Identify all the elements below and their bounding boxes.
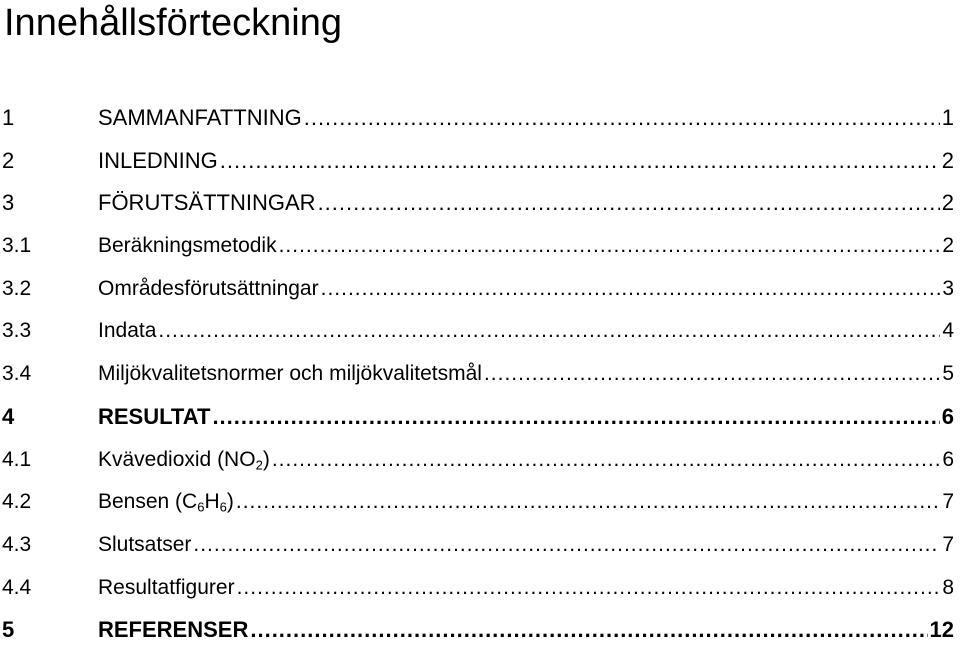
toc-entry-line [98,616,954,644]
toc-entry-page-number: 8 [942,575,954,599]
toc-entry-label: Miljökvalitetsnormer och miljökvalitetsmål [98,362,482,386]
dot-leader [237,574,941,602]
toc-entry-number: 5 [2,617,15,643]
toc-entry[interactable] [0,141,960,184]
toc-entry[interactable] [0,226,960,269]
dot-leader [279,232,941,260]
toc-entry-page-number: 2 [942,234,954,258]
toc-entry-line [98,360,954,388]
page-title: Innehållsförteckning [4,2,342,44]
toc-entry[interactable] [0,568,960,611]
toc-entry[interactable] [0,98,960,141]
toc-entry-page-number: 6 [941,403,954,429]
toc-entry-page-number: 2 [941,147,954,173]
toc-entry-label: RESULTAT [98,403,211,429]
toc-entry-line [98,189,954,217]
toc-entry-number: 4 [2,403,15,429]
toc-entry-number: 1 [2,105,15,130]
dot-leader [236,488,940,516]
label-text: ) [262,447,270,471]
toc-entry-label: SAMMANFATTNING [98,105,302,130]
toc-entry[interactable] [0,354,960,397]
toc-entry-number: 3.1 [2,234,32,258]
toc-entry-number: 2 [2,147,15,173]
toc-entry-label: Resultatfigurer [98,575,235,599]
dot-leader [304,104,940,132]
toc-entry-page-number: 3 [942,276,954,300]
toc-entry-page-number: 7 [942,490,954,514]
toc-entry-label: Slutsatser [98,532,192,556]
dot-leader [220,147,940,175]
toc-entry-number: 4.4 [2,575,32,599]
toc-entry-label [98,446,270,474]
toc-entry-number: 3.3 [2,319,32,343]
toc-entry-number: 3 [2,190,15,216]
dot-leader [193,531,940,559]
table-of-contents [0,98,960,653]
toc-entry-line [98,446,954,474]
toc-entry-line [98,317,954,345]
dot-leader [318,189,940,217]
toc-entry-line [98,147,954,175]
toc-entry[interactable] [0,397,960,440]
toc-entry-number: 4.3 [2,532,32,556]
toc-entry-label: Indata [98,319,157,343]
toc-entry-page-number: 2 [941,190,954,216]
toc-entry-line [98,403,954,431]
toc-entry-number: 4.2 [2,490,32,514]
toc-entry-line [98,275,954,303]
toc-entry-page-number: 5 [942,362,954,386]
toc-entry[interactable] [0,311,960,354]
dot-leader [212,403,939,431]
dot-leader [158,317,940,345]
toc-entry-line [98,531,954,559]
toc-entry-page-number: 12 [929,617,954,643]
dot-leader [484,360,940,388]
toc-entry-number: 3.4 [2,362,32,386]
toc-entry-label: Områdesförutsättningar [98,276,319,300]
toc-entry-line [98,104,954,132]
toc-entry[interactable] [0,269,960,312]
toc-entry-number: 4.1 [2,447,32,471]
label-text: ) [226,490,234,514]
subscript-text: 6 [219,499,227,515]
toc-entry-label: Beräkningsmetodik [98,234,277,258]
toc-entry-line [98,574,954,602]
toc-entry[interactable] [0,525,960,568]
toc-entry-label [98,488,234,516]
toc-entry[interactable] [0,440,960,483]
subscript-text: 2 [255,456,263,472]
toc-entry-label: REFERENSER [98,617,249,643]
toc-entry[interactable] [0,610,960,653]
toc-entry-page-number: 1 [941,105,954,130]
dot-leader [272,446,941,474]
toc-entry-page-number: 6 [942,447,954,471]
toc-entry-page-number: 4 [942,319,954,343]
dot-leader [250,616,927,644]
toc-entry-number: 3.2 [2,276,32,300]
toc-entry[interactable] [0,482,960,525]
label-text: H [204,490,220,514]
subscript-text: 6 [197,499,205,515]
toc-entry-line [98,232,954,260]
toc-entry-page-number: 7 [942,532,954,556]
toc-entry-label: INLEDNING [98,147,218,173]
toc-entry-line [98,488,954,516]
label-text: Kvävedioxid (NO [98,447,256,471]
label-text: Bensen (C [98,490,198,514]
toc-entry[interactable] [0,183,960,226]
toc-entry-label: FÖRUTSÄTTNINGAR [98,190,316,216]
dot-leader [321,275,941,303]
